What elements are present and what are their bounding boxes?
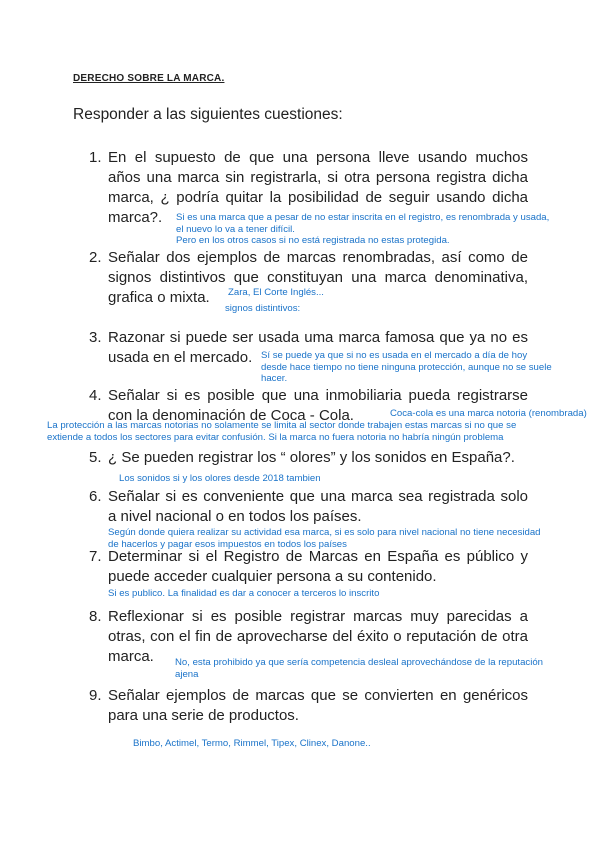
question-line: grafica o mixta. <box>108 289 210 306</box>
question-line: signos distintivos que constituyan una marca denominativa, <box>108 269 528 286</box>
answer-3 <box>261 350 552 385</box>
answer-5: Los sonidos si y los olores desde 2018 tambien <box>119 473 321 484</box>
question-line: Razonar si puede ser usada uma marca famosa que ya no es <box>108 329 528 346</box>
question-2 <box>108 248 528 308</box>
question-line: Señalar si es posible que una inmobiliaria pueda registrarse <box>108 387 528 404</box>
question-number: 6. <box>89 488 102 505</box>
question-6 <box>108 487 528 527</box>
question-number: 8. <box>89 608 102 625</box>
answer-line: Si es una marca que a pesar de no estar inscrita en el registro, es renombrada y usada, <box>176 212 550 223</box>
question-line: marca?. <box>108 209 163 226</box>
question-line: marca. <box>108 648 154 665</box>
answer-line: Pero en los otros casos si no está registrada no estas protegida. <box>176 235 450 246</box>
question-5 <box>108 448 528 468</box>
question-line: otras, con el fin de aprovecharse del éxito o reputación de otra <box>108 628 528 645</box>
answer-line: Según donde quiera realizar su actividad esa marca, si es solo para nivel nacional no tiene necesidad <box>108 527 541 538</box>
question-line: para una serie de productos. <box>108 707 299 724</box>
question-number: 7. <box>89 548 102 565</box>
question-line: puede acceder cualquier persona a su contenido. <box>108 568 437 585</box>
question-line: En el supuesto de que una persona lleve usando muchos <box>108 149 528 166</box>
question-line: Señalar ejemplos de marcas que se convierten en genéricos <box>108 687 528 704</box>
answer-line: ajena <box>175 668 199 680</box>
answer-line: No, esta prohibido ya que sería competencia desleal aprovechándose de la reputación <box>175 657 544 668</box>
answer-2 <box>228 287 324 299</box>
answer-line: el nuevo lo va a tener difícil. <box>176 223 295 235</box>
answer-line: hacer. <box>261 373 288 384</box>
question-line: Determinar si el Registro de Marcas en España es público y <box>108 548 528 565</box>
answer-line: de hacerlos y pagar esos impuestos en todos los países <box>108 538 347 550</box>
question-line: marca, ¿ podría quitar la posibilidad de seguir usando dicha <box>108 189 528 206</box>
question-number: 4. <box>89 387 102 404</box>
answer-line: desde hace tiempo no tiene ninguna protección, aunque no se suele <box>261 361 552 373</box>
answer-line: Sí se puede ya que si no es usada en el mercado a día de hoy <box>261 350 528 361</box>
question-7 <box>108 547 528 587</box>
question-line: a nivel nacional o en todos los países. <box>108 508 362 525</box>
answer-4-head: Coca-cola es una marca notoria (renombrada) <box>390 408 587 419</box>
answer-line: extiende a todos los sectores para evitar confusión. Si la marca no fuera notoria no habría ningún problema <box>47 431 504 443</box>
question-line: con la denominación de Coca - Cola. <box>108 407 354 424</box>
answer-7: Si es publico. La finalidad es dar a conocer a terceros lo inscrito <box>108 588 380 599</box>
question-number: 3. <box>89 329 102 346</box>
answer-1 <box>176 212 549 247</box>
question-line: años una marca sin registrarla, si otra persona registra dicha <box>108 169 528 186</box>
document-title: DERECHO SOBRE LA MARCA. <box>73 73 225 84</box>
answer-4 <box>47 420 516 443</box>
question-line: Reflexionar si es posible registrar marcas muy parecidas a <box>108 608 528 625</box>
question-number: 2. <box>89 249 102 266</box>
answer-line: La protección a las marcas notorias no solamente se limita al sector donde trabajen estas marcas si no que se <box>47 420 517 431</box>
answer-line: Zara, El Corte Inglés... <box>228 287 324 298</box>
question-number: 9. <box>89 687 102 704</box>
intro-text: Responder a las siguientes cuestiones: <box>73 106 343 123</box>
answer-8 <box>175 657 543 680</box>
answer-line: signos distintivos: <box>225 303 301 314</box>
question-9 <box>108 686 528 726</box>
question-line: Señalar si es conveniente que una marca sea registrada solo <box>108 488 528 505</box>
question-number: 5. <box>89 449 102 466</box>
question-number: 1. <box>89 149 102 166</box>
question-line: Señalar dos ejemplos de marcas renombradas, así como de <box>108 249 528 266</box>
answer-9: Bimbo, Actimel, Termo, Rimmel, Tipex, Clinex, Danone.. <box>133 738 371 749</box>
answer-2b <box>225 303 300 315</box>
question-line: ¿ Se pueden registrar los “ olores” y los sonidos en España?. <box>108 449 515 466</box>
question-line: usada en el mercado. <box>108 349 253 366</box>
